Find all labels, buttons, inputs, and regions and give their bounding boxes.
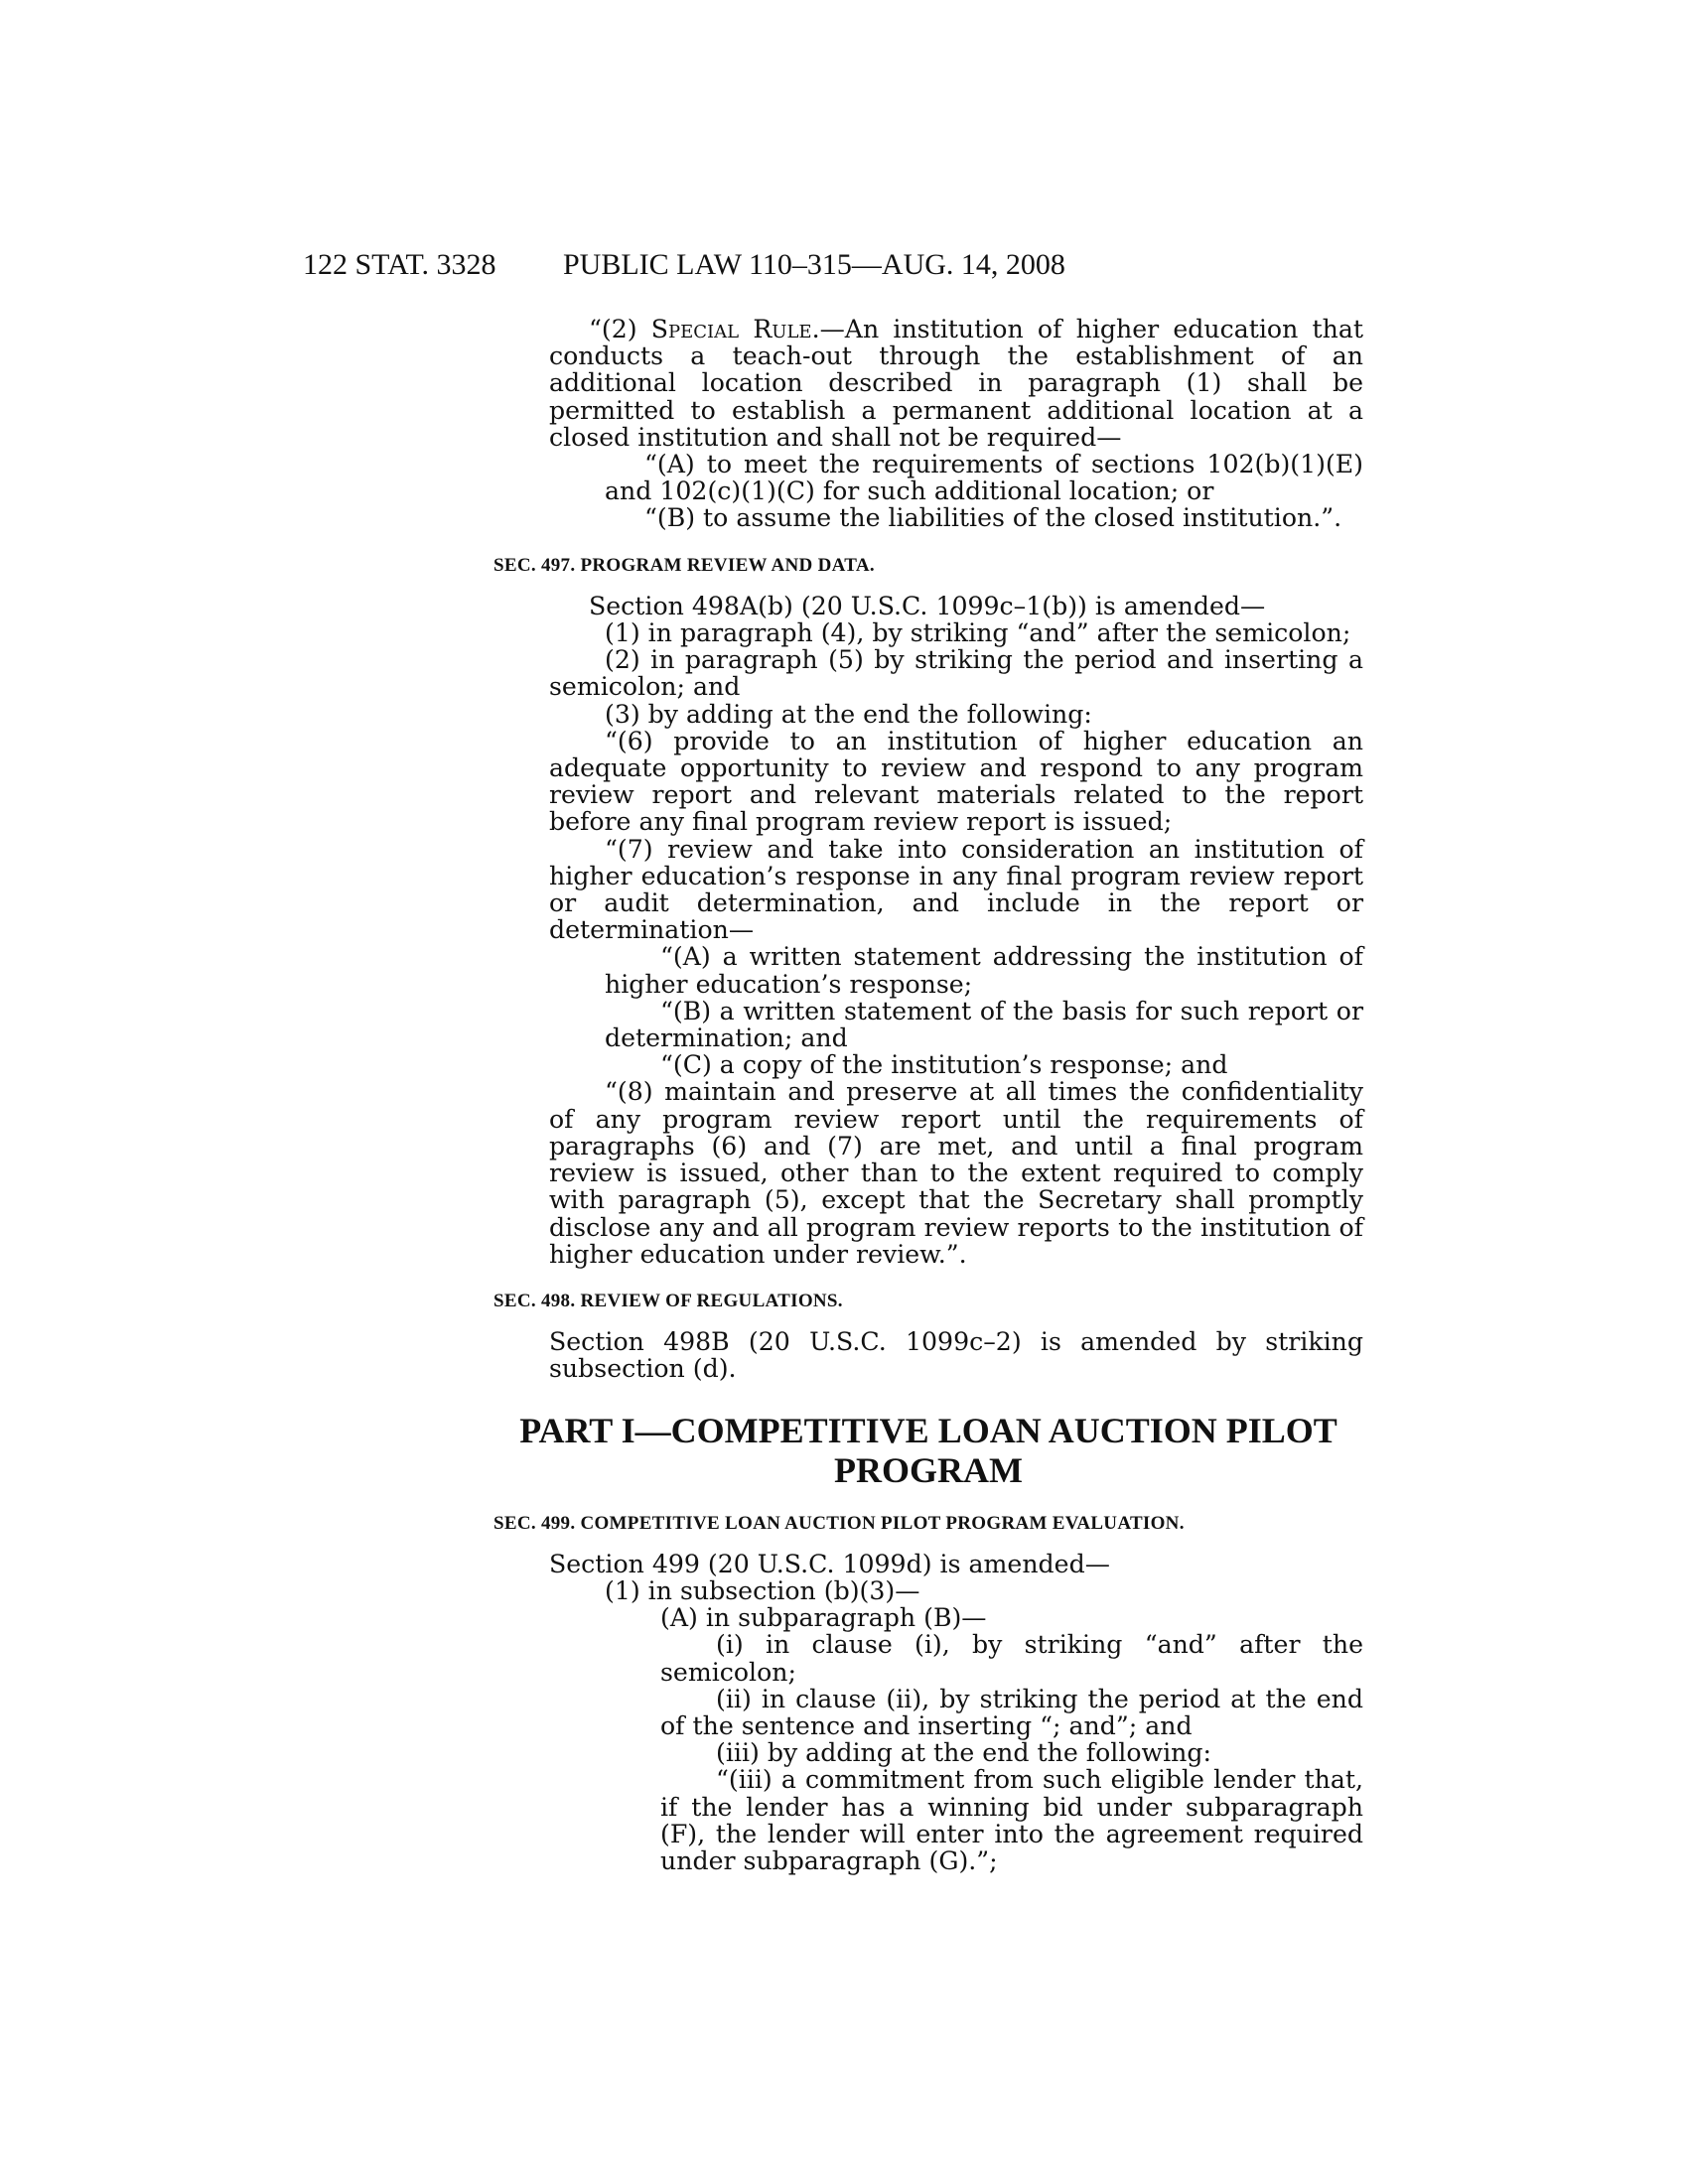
sec-499-clause-iii: (iii) by adding at the end the following:: [716, 1738, 1211, 1768]
sec-497-item-1: [549, 619, 1363, 646]
sec-497-intro: Section 498A(b) (20 U.S.C. 1099c–1(b)) is amended—: [589, 591, 1266, 620]
sec-497-para-8: “(8) maintain and preserve at all times the confidentiality of any program review report until the requirements of paragraphs (6) and (7) are met, and until a final program review is issued, other than to the extent required to comply with paragraph (5), except that the Secretary shall promptly disclose any and all program review reports to the institution of higher education under review.”.: [549, 1077, 1363, 1269]
sec-497-item-1-text: (1) in paragraph (4), by striking “and” after the semicolon;: [605, 618, 1351, 648]
sec-498-heading: SEC. 498. REVIEW OF REGULATIONS.: [493, 1290, 843, 1311]
sec-499-heading: SEC. 499. COMPETITIVE LOAN AUCTION PILOT PROGRAM EVALUATION.: [493, 1512, 1185, 1534]
part-i-heading: PART I—COMPETITIVE LOAN AUCTION PILOT PROGRAM: [519, 1410, 1337, 1490]
page-header: [303, 248, 1375, 288]
sec-497-para-7: “(7) review and take into consideration an institution of higher education’s response in any final program review report or audit determination, and include in the report or determination—: [549, 834, 1363, 945]
sec-499-clause-i: (i) in clause (i), by striking “and” after the semicolon;: [660, 1630, 1363, 1687]
special-rule-item-a: “(A) to meet the requirements of sections 102(b)(1)(E) and 102(c)(1)(C) for such additional location; or: [605, 450, 1363, 506]
sec-497-para-6: “(6) provide to an institution of higher education an adequate opportunity to review and respond to any program review report and relevant materials related to the report before any final program review report is issued;: [549, 726, 1363, 837]
public-law-title: PUBLIC LAW 110–315—AUG. 14, 2008: [563, 248, 1065, 281]
body-column: [493, 315, 1364, 1875]
special-rule-paragraph: [549, 316, 1363, 451]
special-rule-item-b: “(B) to assume the liabilities of the closed institution.”.: [644, 503, 1342, 533]
sec-497-para-7c: “(C) a copy of the institution’s response; and: [660, 1050, 1228, 1080]
sec-497-para-7b: “(B) a written statement of the basis for such report or determination; and: [605, 996, 1363, 1053]
sec-497-item-2: (2) in paragraph (5) by striking the period and inserting a semicolon; and: [549, 645, 1363, 702]
statute-page-number: 122 STAT. 3328: [303, 248, 496, 281]
sec-499-item-a: (A) in subparagraph (B)—: [660, 1603, 987, 1633]
sec-499-quoted-clause-iii: “(iii) a commitment from such eligible lender that, if the lender has a winning bid under subparagraph (F), the lender will enter into the agreement required under subparagraph (G).”;: [660, 1765, 1363, 1875]
sec-499-clause-ii: (ii) in clause (ii), by striking the period at the end of the sentence and inserting “; and”; and: [660, 1684, 1363, 1740]
special-rule-lead: “(2): [589, 315, 651, 343]
sec-498-text: Section 498B (20 U.S.C. 1099c–2) is amended by striking subsection (d).: [549, 1327, 1363, 1384]
sec-497-para-7a: “(A) a written statement addressing the institution of higher education’s response;: [605, 942, 1363, 999]
special-rule-text: .—An institution of higher education that conducts a teach-out through the establishment of an additional location described in paragraph (1) shall be permitted to establish a permanent additional location at a closed institution and shall not be required—: [549, 315, 1364, 452]
sec-497-item-3: (3) by adding at the end the following:: [605, 699, 1092, 729]
sec-497-heading: SEC. 497. PROGRAM REVIEW AND DATA.: [493, 554, 875, 576]
sec-499-item-1: (1) in subsection (b)(3)—: [605, 1575, 920, 1605]
sec-499-intro: Section 499 (20 U.S.C. 1099d) is amended—: [549, 1549, 1110, 1578]
special-rule-label: Special Rule: [650, 315, 812, 343]
